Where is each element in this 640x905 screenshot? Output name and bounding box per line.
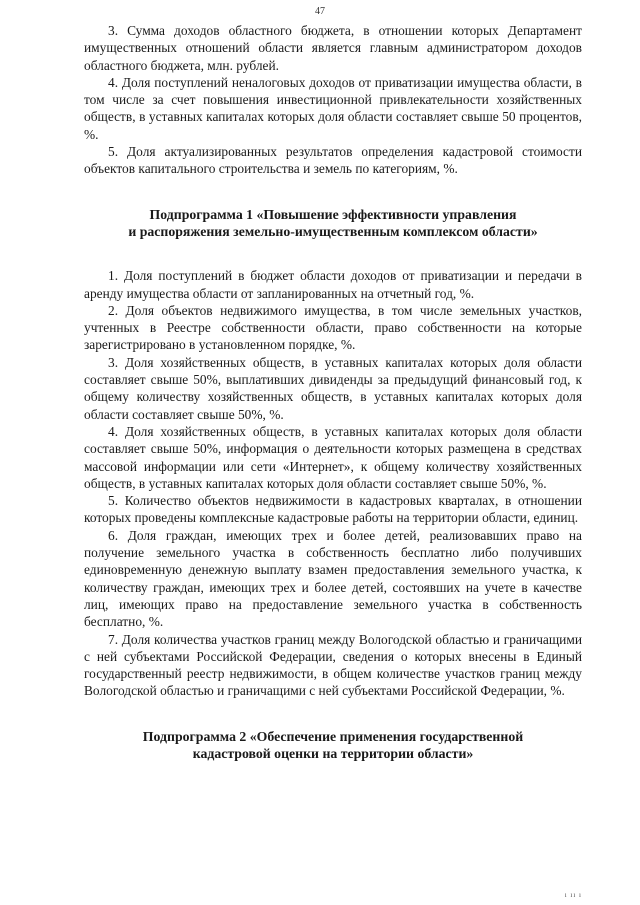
subprogram1-item-7: 7. Доля количества участков границ между Вологодской областью и граничащими с ней субъектами Российской Федерации, сведения о которых внесены в Единый государственный реестр недвижимости, в общем количестве участков границ между Вологодской областью и граничащими с ней субъектами Российской Федерации, %. (84, 631, 582, 699)
subprogram1-heading (84, 206, 582, 242)
subprogram1-item-4: 4. Доля хозяйственных обществ, в уставных капиталах которых доля области составляет свыше 50%, информация о деятельности которых размещена в средствах массовой информации или сети «Интернет», к общему количеству хозяйственных обществ, в уставных капиталах которых доля области составляет свыше 50%, %. (84, 423, 582, 491)
subprogram1-item-1: 1. Доля поступлений в бюджет области доходов от приватизации и передачи в аренду имущества области от запланированных на отчетный год, %. (84, 268, 582, 301)
intro-item-5: 5. Доля актуализированных результатов определения кадастровой стоимости объектов капитального строительства и земель по категориям, %. (84, 144, 582, 177)
subprogram2-heading-line2: кадастровой оценки на территории области» (192, 746, 474, 762)
subprogram1-heading-line1: Подпрограмма 1 «Повышение эффективности управления (149, 206, 517, 222)
document-body (84, 22, 582, 763)
subprogram2-heading-line1: Подпрограмма 2 «Обеспечение применения государственной (142, 728, 524, 744)
subprogram2-heading (84, 728, 582, 764)
subprogram1-item-3: 3. Доля хозяйственных обществ, в уставных капиталах которых доля области составляет свыше 50%, выплативших дивиденды за предыдущий финансовый год, к общему количеству хозяйственных обществ, в уставных капиталах которых доля области составляет свыше 50%, %. (84, 354, 582, 422)
footer-scan-mark: ı ıı ı (564, 891, 582, 899)
subprogram1-item-2: 2. Доля объектов недвижимого имущества, в том числе земельных участков, учтенных в Реестре собственности области, право собственности на которые зарегистрировано в установленном порядке, %. (84, 302, 582, 353)
subprogram1-item-6: 6. Доля граждан, имеющих трех и более детей, реализовавших право на получение земельного участка в собственность бесплатно либо получивших единовременную денежную выплату взамен предоставления земельного участка, к количеству граждан, имеющих трех и более детей, состоявших на учете в качестве лиц, имеющих право на предоставление земельного участка в собственность бесплатно, %. (84, 527, 582, 630)
page-number: 47 (315, 6, 325, 17)
intro-item-4: 4. Доля поступлений неналоговых доходов от приватизации имущества области, в том числе за счет повышения инвестиционной привлекательности хозяйственных обществ, в уставных капиталах которых доля области составляет свыше 50 процентов, %. (84, 74, 582, 142)
intro-item-3: 3. Сумма доходов областного бюджета, в отношении которых Департамент имущественных отношений области является главным администратором доходов областного бюджета, млн. рублей. (84, 23, 582, 73)
subprogram1-item-5: 5. Количество объектов недвижимости в кадастровых кварталах, в отношении которых проведены комплексные кадастровые работы на территории области, единиц. (84, 493, 582, 526)
subprogram1-heading-line2: и распоряжения земельно-имущественным комплексом области» (128, 224, 538, 240)
